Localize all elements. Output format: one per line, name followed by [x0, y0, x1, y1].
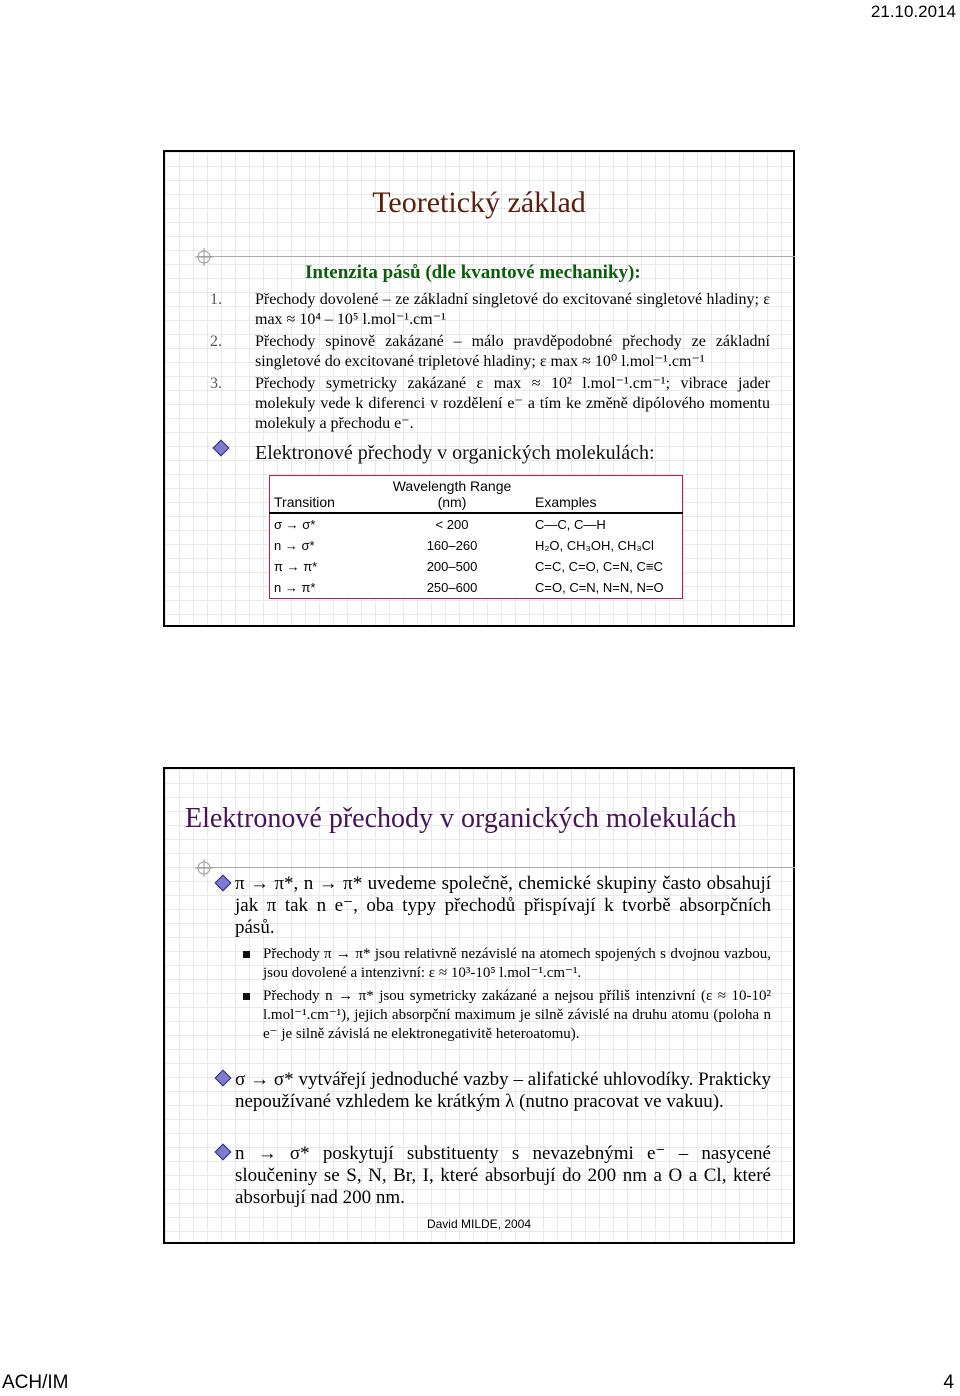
- footer-course-code: ACH/IM: [2, 1372, 69, 1393]
- slide-title: Teoretický základ: [372, 186, 586, 219]
- list-item: [210, 332, 770, 372]
- table-row: [270, 535, 683, 556]
- table-cell: n → π*: [274, 580, 316, 595]
- diamond-bullet-icon: [215, 1071, 229, 1085]
- print-date: 21.10.2014: [870, 2, 956, 21]
- table-cell: 200–500: [426, 559, 478, 574]
- list-item-text: Přechody symetricky zakázané ε max ≈ 10² l.mol⁻¹.cm⁻¹; vibrace jader molekuly vede k diferenci v rozdělení e⁻ a tím ke změně dipólového momentu molekuly a přechodu e⁻.: [255, 375, 770, 432]
- page-number: 4: [943, 1372, 954, 1393]
- diamond-bullet-icon: [215, 876, 229, 890]
- slide-teoreticky-zaklad: [163, 150, 795, 627]
- list-item: [210, 374, 770, 434]
- paragraph-sigma-sigma: σ → σ* vytvářejí jednoduché vazby – alifatické uhlovodíky. Prakticky nepoužívané vzhledem ke krátkým λ (nutno pracovat ve vakuu).: [235, 1069, 771, 1112]
- table-row: [270, 577, 683, 599]
- table-cell: 250–600: [426, 580, 478, 595]
- list-item: [210, 290, 770, 330]
- table-header-row: [270, 476, 683, 514]
- paragraph-n-sigma: n → σ* poskytují substituenty s nevazebnými e⁻ – nasycené sloučeniny se S, N, Br, I, které absorbují do 200 nm a O a Cl, které absorbují nad 200 nm.: [235, 1143, 771, 1208]
- subpoint-text: Přechody n → π* jsou symetricky zakázané a nejsou příliš intenzivní (ε ≈ 10-10² l.mol⁻¹.cm⁻¹), jejich absorpční maximum je silně závislé na druhu atomu (poloha n e⁻ je silně závislá ne elektronegativitě heteroatomu).: [263, 988, 771, 1042]
- divider-line: [197, 867, 795, 868]
- diamond-bullet-icon: [215, 1145, 229, 1159]
- table-cell: n → σ*: [274, 538, 315, 553]
- table-cell: C—C, C—H: [535, 517, 606, 532]
- slide-credit: David MILDE, 2004: [426, 1217, 532, 1231]
- table-cell: 160–260: [426, 538, 478, 553]
- column-header: Transition: [274, 494, 335, 510]
- list-number: 2.: [210, 333, 222, 350]
- table-cell: C=C, C=O, C=N, C≡C: [535, 559, 663, 574]
- table-cell: < 200: [435, 517, 469, 532]
- table-row: [270, 513, 683, 535]
- slide-title: Elektronové přechody v organických molekulách: [185, 803, 737, 834]
- table-cell: π → π*: [274, 559, 318, 574]
- intensity-list: [210, 290, 770, 434]
- transition-table: [269, 475, 683, 599]
- subpoint-n-pi: [263, 987, 771, 1044]
- crosshair-icon: [195, 248, 213, 266]
- table-cell: σ → σ*: [274, 517, 316, 532]
- table-cell: H₂O, CH₃OH, CH₃Cl: [535, 538, 654, 553]
- crosshair-icon: [195, 859, 213, 877]
- square-bullet-icon: [243, 993, 250, 1000]
- electronic-transitions-heading: Elektronové přechody v organických molekulách:: [255, 442, 655, 464]
- subpoint-pi-pi: [263, 945, 771, 983]
- list-number: 1.: [210, 291, 222, 308]
- list-item-text: Přechody spinově zakázané – málo pravděpodobné přechody ze základní singletové do excitované tripletové hladiny; ε max ≈ 10⁰ l.mol⁻¹.cm⁻¹: [255, 333, 770, 370]
- intensity-heading: Intenzita pásů (dle kvantové mechaniky):: [305, 262, 641, 283]
- divider-line: [197, 256, 795, 257]
- column-header: Wavelength Range (nm): [392, 478, 512, 510]
- list-item-text: Přechody dovolené – ze základní singletové do excitované singletové hladiny; ε max ≈ 10⁴ – 10⁵ l.mol⁻¹.cm⁻¹: [255, 291, 770, 328]
- subpoint-text: Přechody π → π* jsou relativně nezávislé na atomech spojených s dvojnou vazbou, jsou dovolené a intenzivní: ε ≈ 10³-10⁵ l.mol⁻¹.cm⁻¹.: [263, 946, 771, 981]
- list-number: 3.: [210, 375, 222, 392]
- table-row: [270, 556, 683, 577]
- diamond-bullet-icon: [213, 441, 227, 455]
- paragraph-pi-n-transitions: π → π*, n → π* uvedeme společně, chemické skupiny často obsahují jak π tak n e⁻, oba typy přechodů přispívají k tvorbě absorpčních pásů.: [235, 873, 771, 938]
- table-cell: C=O, C=N, N=N, N=O: [535, 580, 664, 595]
- column-header: Examples: [535, 494, 597, 510]
- square-bullet-icon: [243, 951, 250, 958]
- slide-elektronove-prechody: [163, 767, 795, 1244]
